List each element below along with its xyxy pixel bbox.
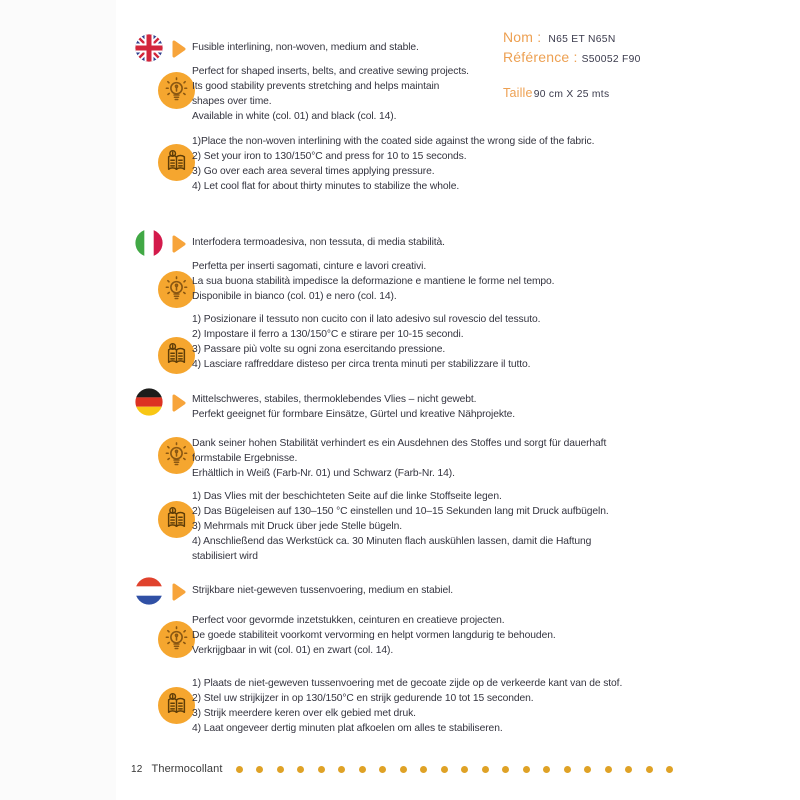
lightbulb-tip-icon (158, 621, 195, 658)
step-line: 3) Strijk meerdere keren over elk gebied met druk. (192, 708, 416, 719)
tip-line: Available in white (col. 01) and black (col. 14). (192, 111, 397, 122)
footer-dot (482, 766, 489, 773)
section-heading: Strijkbare niet-geweven tussenvoering, medium en stabiel. (192, 585, 454, 596)
tip-line: La sua buona stabilità impedisce la deformazione e mantiene le forme nel tempo. (192, 276, 555, 287)
name-value: N65 ET N65N (548, 34, 616, 45)
step-line: 3) Mehrmals mit Druck über jede Stelle bügeln. (192, 521, 403, 532)
tip-line: formstabile Ergebnisse. (192, 453, 298, 464)
footer-dot (297, 766, 304, 773)
page-number: 12 (131, 763, 143, 775)
footer-dot (523, 766, 530, 773)
step-line: stabilisiert wird (192, 551, 258, 562)
footer-dot (318, 766, 325, 773)
step-line: 4) Anschließend das Werkstück ca. 30 Minuten flach auskühlen lassen, damit die Haftung (192, 536, 592, 547)
tip-line: Perfect voor gevormde inzetstukken, ceinturen en creatieve projecten. (192, 615, 505, 626)
footer-dot (584, 766, 591, 773)
section-heading: Mittelschweres, stabiles, thermoklebendes Vlies – nicht gewebt. (192, 394, 477, 405)
tip-line: Erhältlich in Weiß (Farb-Nr. 01) und Schwarz (Farb-Nr. 14). (192, 468, 455, 479)
footer-dot (359, 766, 366, 773)
step-line: 1) Posizionare il tessuto non cucito con il lato adesivo sul rovescio del tessuto. (192, 314, 541, 325)
footer-title: Thermocollant (151, 763, 223, 775)
section-heading: Interfodera termoadesiva, non tessuta, di media stabilità. (192, 237, 445, 248)
size-value: 90 cm X 25 mts (533, 89, 610, 100)
footer-dot (605, 766, 612, 773)
step-line: 1)Place the non-woven interlining with the coated side against the wrong side of the fabric. (192, 136, 595, 147)
steps-list (192, 676, 622, 736)
step-line: 4) Let cool flat for about thirty minutes to stabilize the whole. (192, 181, 460, 192)
tip-line: Perfect for shaped inserts, belts, and creative sewing projects. (192, 66, 469, 77)
step-line: 1) Das Vlies mit der beschichteten Seite auf die linke Stoffseite legen. (192, 491, 502, 502)
tip-line: Its good stability prevents stretching and helps maintain (192, 81, 440, 92)
footer-dot (502, 766, 509, 773)
name-label: Nom : (503, 29, 542, 45)
page-footer (131, 762, 673, 776)
instructions-book-icon (158, 687, 195, 724)
step-line: 2) Stel uw strijkijzer in op 130/150°C en strijk gedurende 10 tot 15 seconden. (192, 693, 534, 704)
tip-line: Dank seiner hohen Stabilität verhindert es ein Ausdehnen des Stoffes und sorgt für dauerhaft (192, 438, 607, 449)
tip-line: Disponibile in bianco (col. 01) e nero (col. 14). (192, 291, 397, 302)
footer-dot (277, 766, 284, 773)
reference-label: Référence : (503, 49, 578, 65)
footer-dot (338, 766, 345, 773)
step-line: 3) Passare più volte su ogni zona esercitando pressione. (192, 344, 446, 355)
step-line: 2) Das Bügeleisen auf 130–150 °C einstellen und 10–15 Sekunden lang mit Druck aufbügeln. (192, 506, 609, 517)
footer-dot (256, 766, 263, 773)
step-line: 1) Plaats de niet-geweven tussenvoering met de gecoate zijde op de verkeerde kant van de stof. (192, 678, 623, 689)
tip-line: Verkrijgbaar in wit (col. 01) en zwart (col. 14). (192, 645, 394, 656)
step-line: 4) Lasciare raffreddare disteso per circa trenta minuti per stabilizzare il tutto. (192, 359, 531, 370)
footer-dot (646, 766, 653, 773)
footer-dot (625, 766, 632, 773)
tip-line: De goede stabiliteit voorkomt vervorming en helpt vormen langdurig te behouden. (192, 630, 556, 641)
footer-dot (420, 766, 427, 773)
footer-dot (461, 766, 468, 773)
footer-dot (543, 766, 550, 773)
tip-line: Perfetta per inserti sagomati, cinture e lavori creativi. (192, 261, 427, 272)
tip-paragraph (192, 613, 556, 658)
flag-netherlands-icon (135, 577, 163, 605)
footer-dot (564, 766, 571, 773)
tip-line: shapes over time. (192, 96, 272, 107)
size-label: Taille (503, 86, 533, 100)
footer-dot (666, 766, 673, 773)
step-line: 2) Set your iron to 130/150°C and press for 10 to 15 seconds. (192, 151, 467, 162)
section-heading: Perfekt geeignet für formbare Einsätze, Gürtel und kreative Nähprojekte. (192, 409, 516, 420)
footer-dots (236, 766, 674, 773)
step-line: 2) Impostare il ferro a 130/150°C e stirare per 10-15 secondi. (192, 329, 464, 340)
footer-dot (441, 766, 448, 773)
footer-dot (236, 766, 243, 773)
step-line: 3) Go over each area several times applying pressure. (192, 166, 435, 177)
step-line: 4) Laat ongeveer dertig minuten plat afkoelen om alles te stabiliseren. (192, 723, 503, 734)
footer-dot (379, 766, 386, 773)
section-heading: Fusible interlining, non-woven, medium and stable. (192, 42, 419, 53)
footer-dot (400, 766, 407, 773)
reference-value: S50052 F90 (581, 54, 641, 65)
arrow-right-icon (171, 582, 187, 602)
